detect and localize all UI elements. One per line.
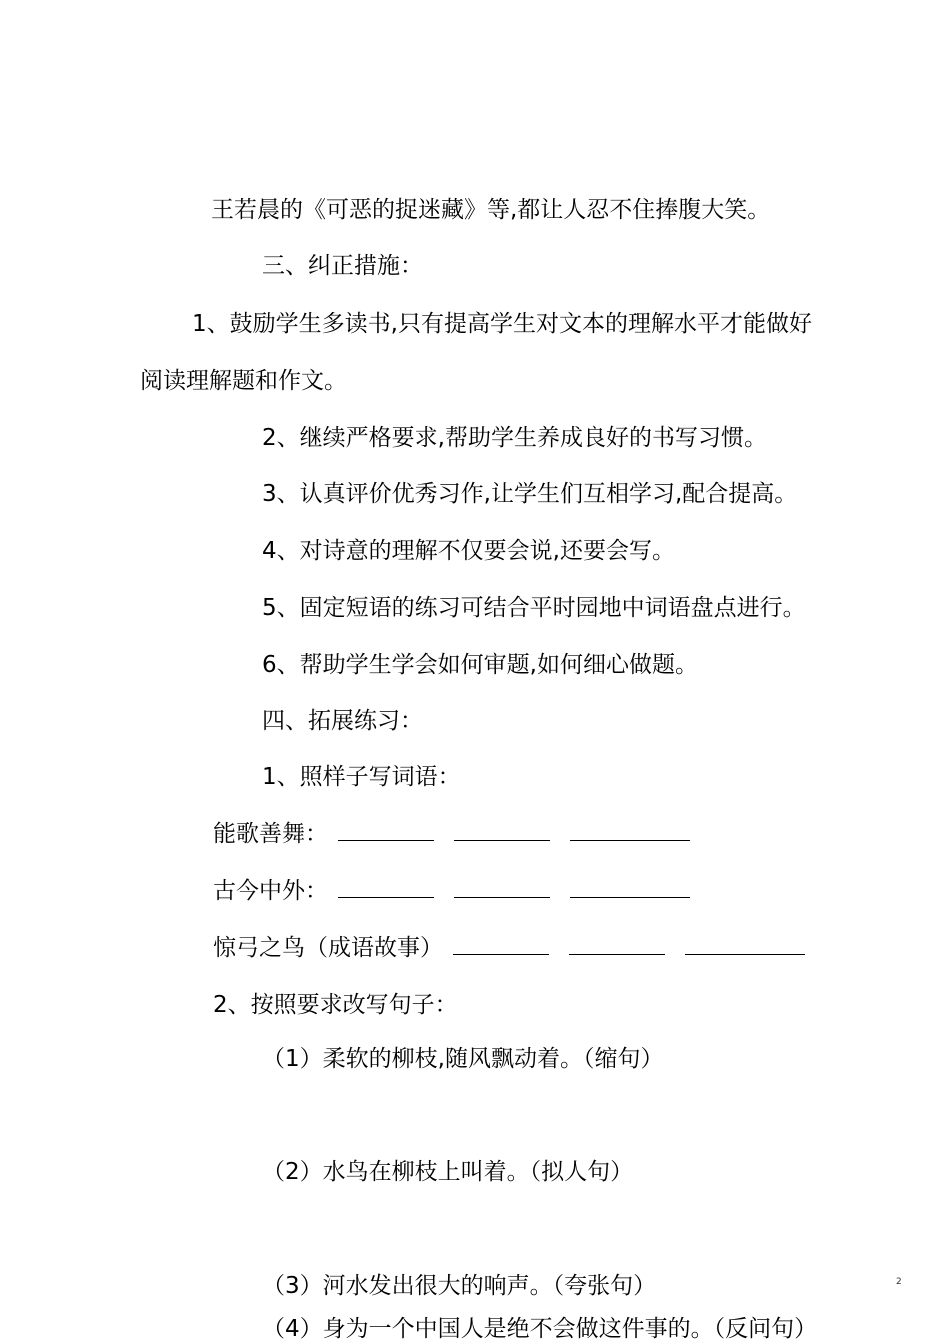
answer-blank[interactable] <box>338 877 434 898</box>
paragraph-line: 阅读理解题和作文。 <box>140 368 347 394</box>
answer-blank[interactable] <box>454 877 550 898</box>
answer-blank[interactable] <box>338 820 434 841</box>
exercise-heading: 2、按照要求改写句子： <box>213 992 458 1018</box>
answer-blank[interactable] <box>454 820 550 841</box>
list-item: 5、固定短语的练习可结合平时园地中词语盘点进行。 <box>262 595 806 621</box>
sentence-exercise: （1）柔软的柳枝,随风飘动着。（缩句） <box>262 1046 664 1072</box>
list-item: 3、认真评价优秀习作,让学生们互相学习,配合提高。 <box>262 481 798 507</box>
list-item: 2、继续严格要求,帮助学生养成良好的书写习惯。 <box>262 425 767 451</box>
answer-blank[interactable] <box>453 934 549 955</box>
exercise-row <box>213 934 805 962</box>
exercise-prompt: 惊弓之鸟（成语故事） <box>213 935 443 961</box>
sentence-exercise: （4）身为一个中国人是绝不会做这件事的。（反问句） <box>262 1316 818 1342</box>
section-heading: 四、拓展练习： <box>262 708 423 734</box>
list-item: 6、帮助学生学会如何审题,如何细心做题。 <box>262 652 698 678</box>
list-item: 4、对诗意的理解不仅要会说,还要会写。 <box>262 538 675 564</box>
answer-blank[interactable] <box>569 934 665 955</box>
sentence-exercise: （2）水鸟在柳枝上叫着。（拟人句） <box>262 1159 634 1185</box>
paragraph-line: 王若晨的《可恶的捉迷藏》等,都让人忍不住捧腹大笑。 <box>211 197 771 223</box>
section-heading: 三、纠正措施： <box>262 253 423 279</box>
exercise-prompt: 能歌善舞： <box>213 821 328 847</box>
sentence-exercise: （3）河水发出很大的响声。（夸张句） <box>262 1273 657 1299</box>
page-number: 2 <box>896 1277 902 1287</box>
answer-blank[interactable] <box>570 820 690 841</box>
exercise-row <box>213 877 690 905</box>
answer-blank[interactable] <box>570 877 690 898</box>
exercise-prompt: 古今中外： <box>213 878 328 904</box>
exercise-row <box>213 820 690 848</box>
paragraph-line: 1、鼓励学生多读书,只有提高学生对文本的理解水平才能做好 <box>192 311 812 337</box>
answer-blank[interactable] <box>685 934 805 955</box>
exercise-heading: 1、照样子写词语： <box>262 764 461 790</box>
